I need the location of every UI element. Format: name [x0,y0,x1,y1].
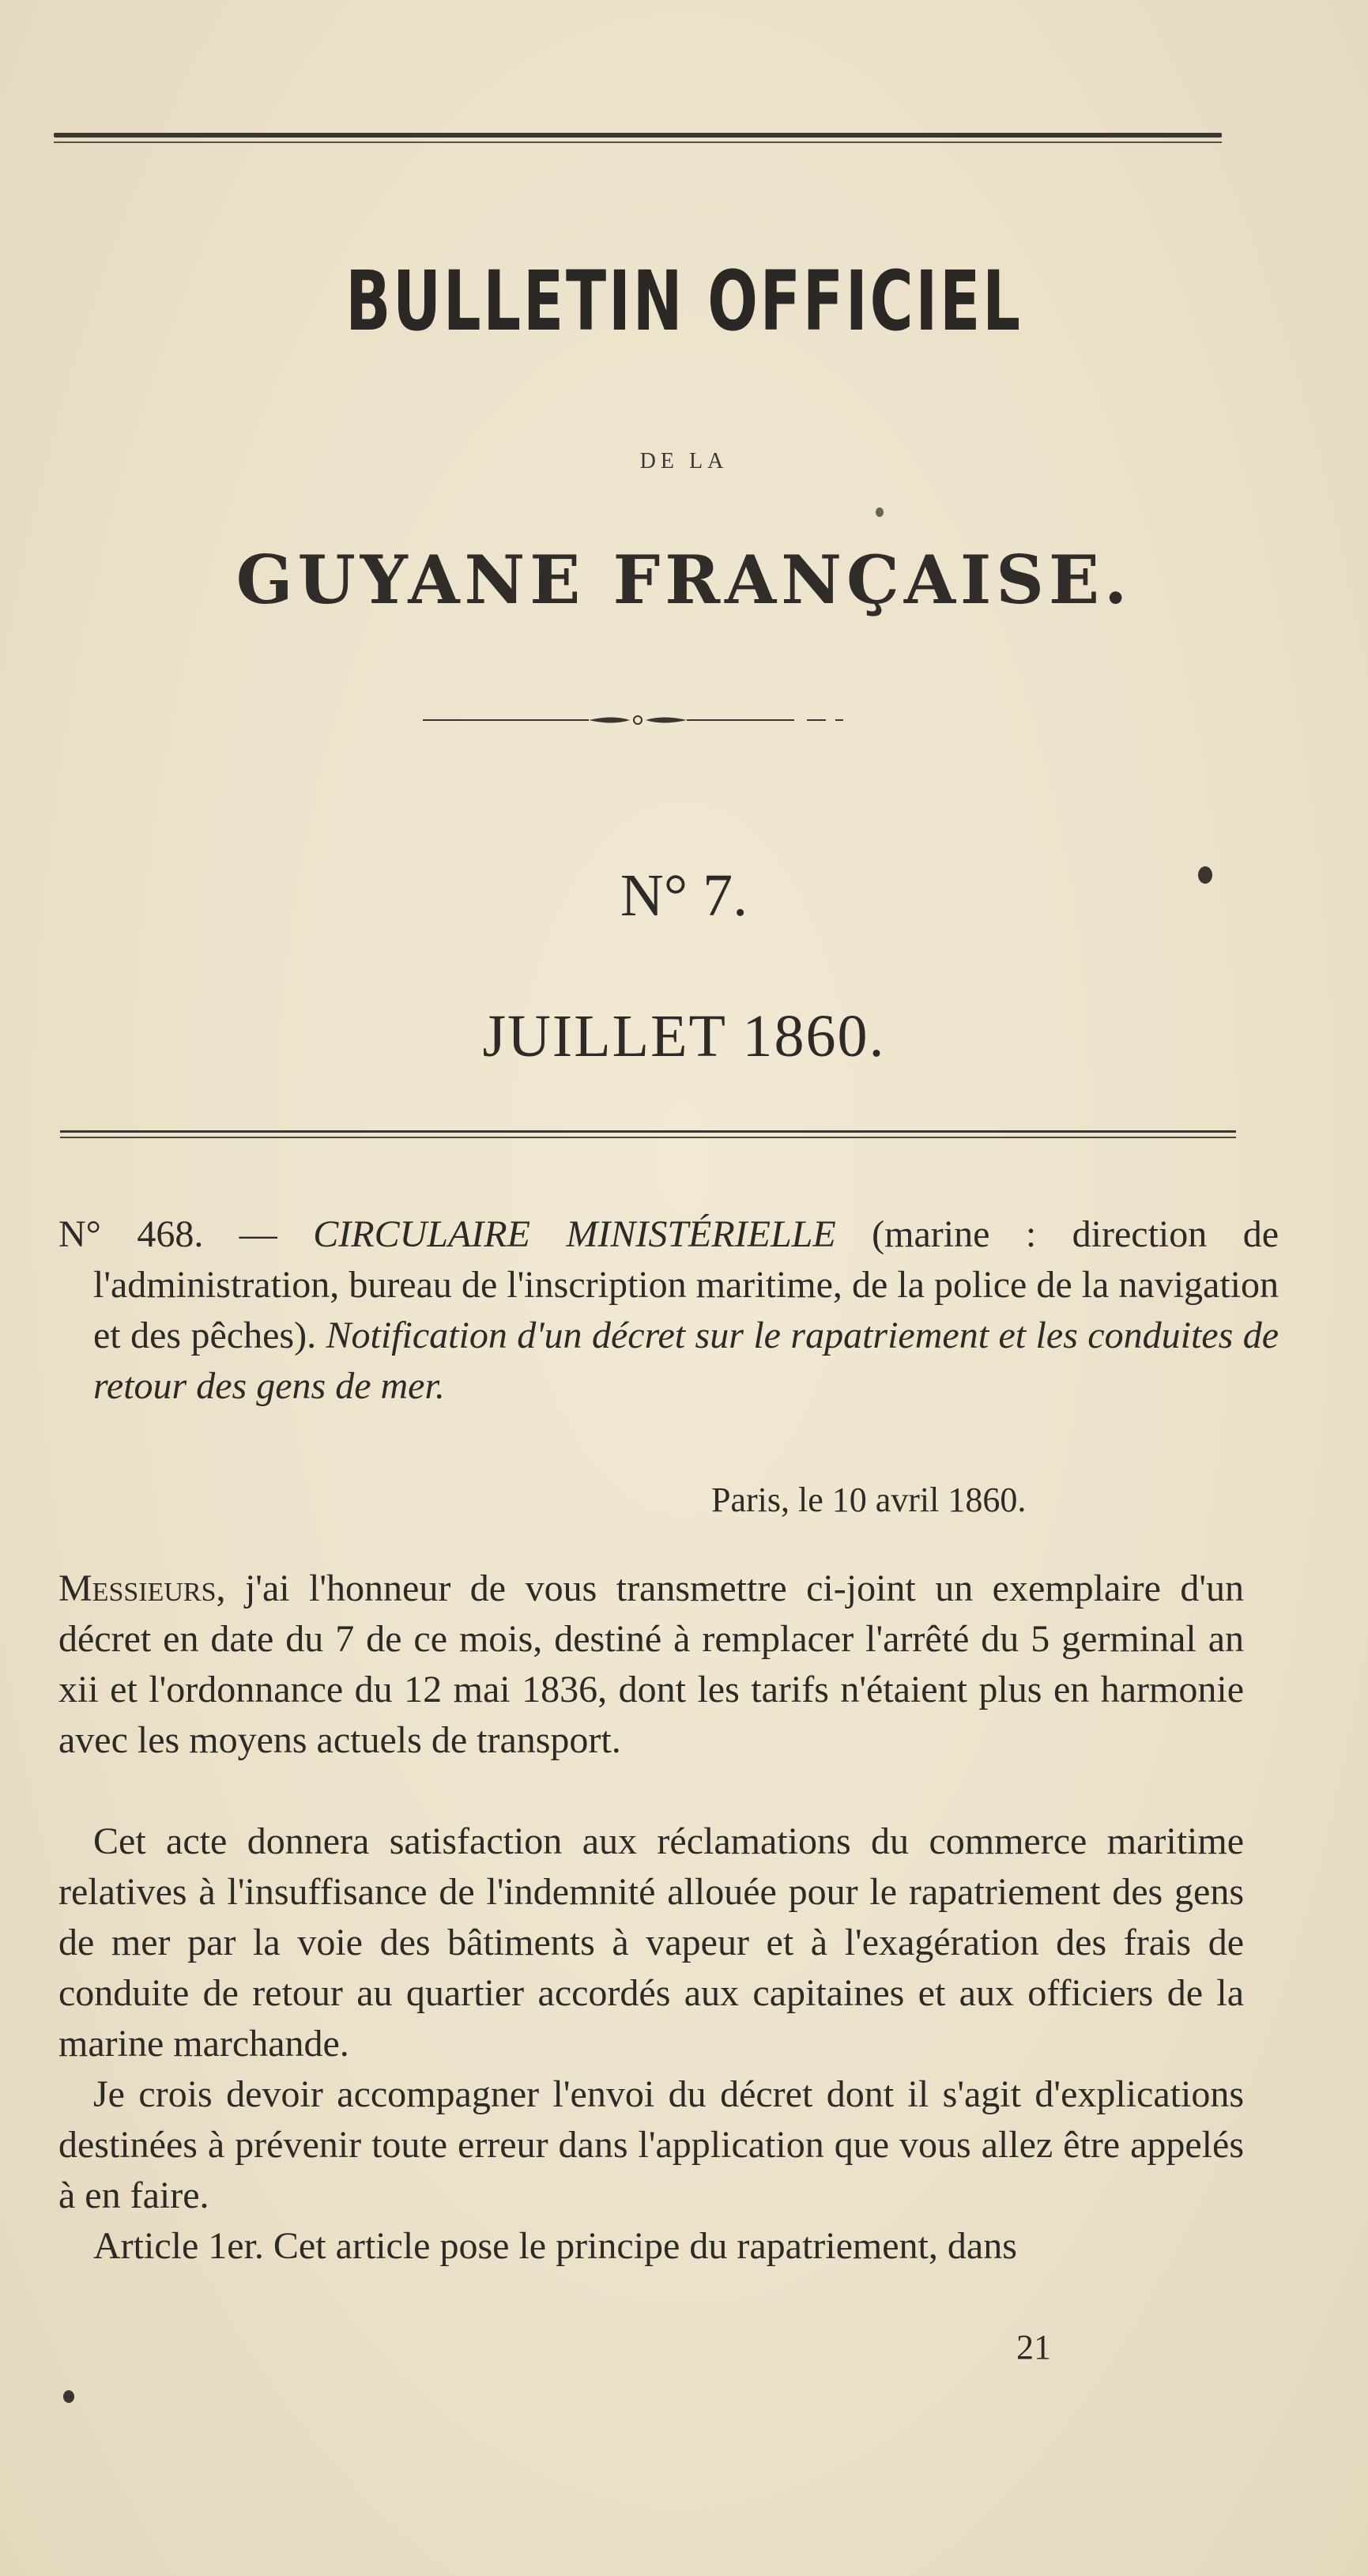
ornament-divider [423,708,850,732]
issue-date: JUILLET 1860. [482,1003,886,1069]
paragraph-3: Je crois devoir accompagner l'envoi du décret dont il s'agit d'explications destinées à prévenir toute erreur dans l'application que vous allez être appelés à en faire. [58,2073,1244,2216]
article-subject: Notification d'un décret sur le rapatriement et les conduites de retour des gens de mer. [93,1314,1279,1407]
bulletin-title: BULLETIN OFFICIEL [345,253,1023,349]
issue-number: N° 7. [620,862,748,929]
article-description: (marine : direction de l'administration, bureau de l'inscription maritime, de la police de la navigation et des pêches). [93,1213,1279,1356]
article-title: CIRCULAIRE MINISTÉRIELLE [313,1213,836,1255]
article-heading [58,1209,1279,1412]
section-double-rule [60,1130,1236,1140]
paragraph-1-text: j'ai l'honneur de vous transmettre ci-joint un exemplaire d'un décret en date du 7 de ce mois, destiné à remplacer l'arrêté du 5 germinal an xii et l'ordonnance du 12 mai 1836, dont les tarifs n'étaient plus en harmonie avec les moyens actuels de transport. [58,1567,1244,1761]
place-date: Paris, le 10 avril 1860. [711,1480,1027,1519]
ink-spot [876,507,884,517]
salutation: Messieurs, [58,1567,226,1609]
paragraph-2: Cet acte donnera satisfaction aux réclamations du commerce maritime relatives à l'insuffisance de l'indemnité allouée pour le rapatriement des gens de mer par la voie des bâtiments à vapeur et à l'exagération des frais de conduite de retour au quartier accordés aux capitaines et aux officiers de la marine marchande. [58,1820,1244,2065]
colony-title: GUYANE FRANÇAISE. [236,541,1132,619]
title-connector: DE LA [639,449,729,473]
page-number: 21 [1016,2328,1051,2367]
top-double-rule [54,133,1222,144]
article-number: N° 468. — [58,1213,314,1255]
ink-spot [1198,866,1212,884]
paragraph-4: Article 1er. Cet article pose le principe du rapatriement, dans [93,2225,1017,2267]
ink-spot [63,2390,74,2403]
paragraph-1 [58,1563,1244,1766]
